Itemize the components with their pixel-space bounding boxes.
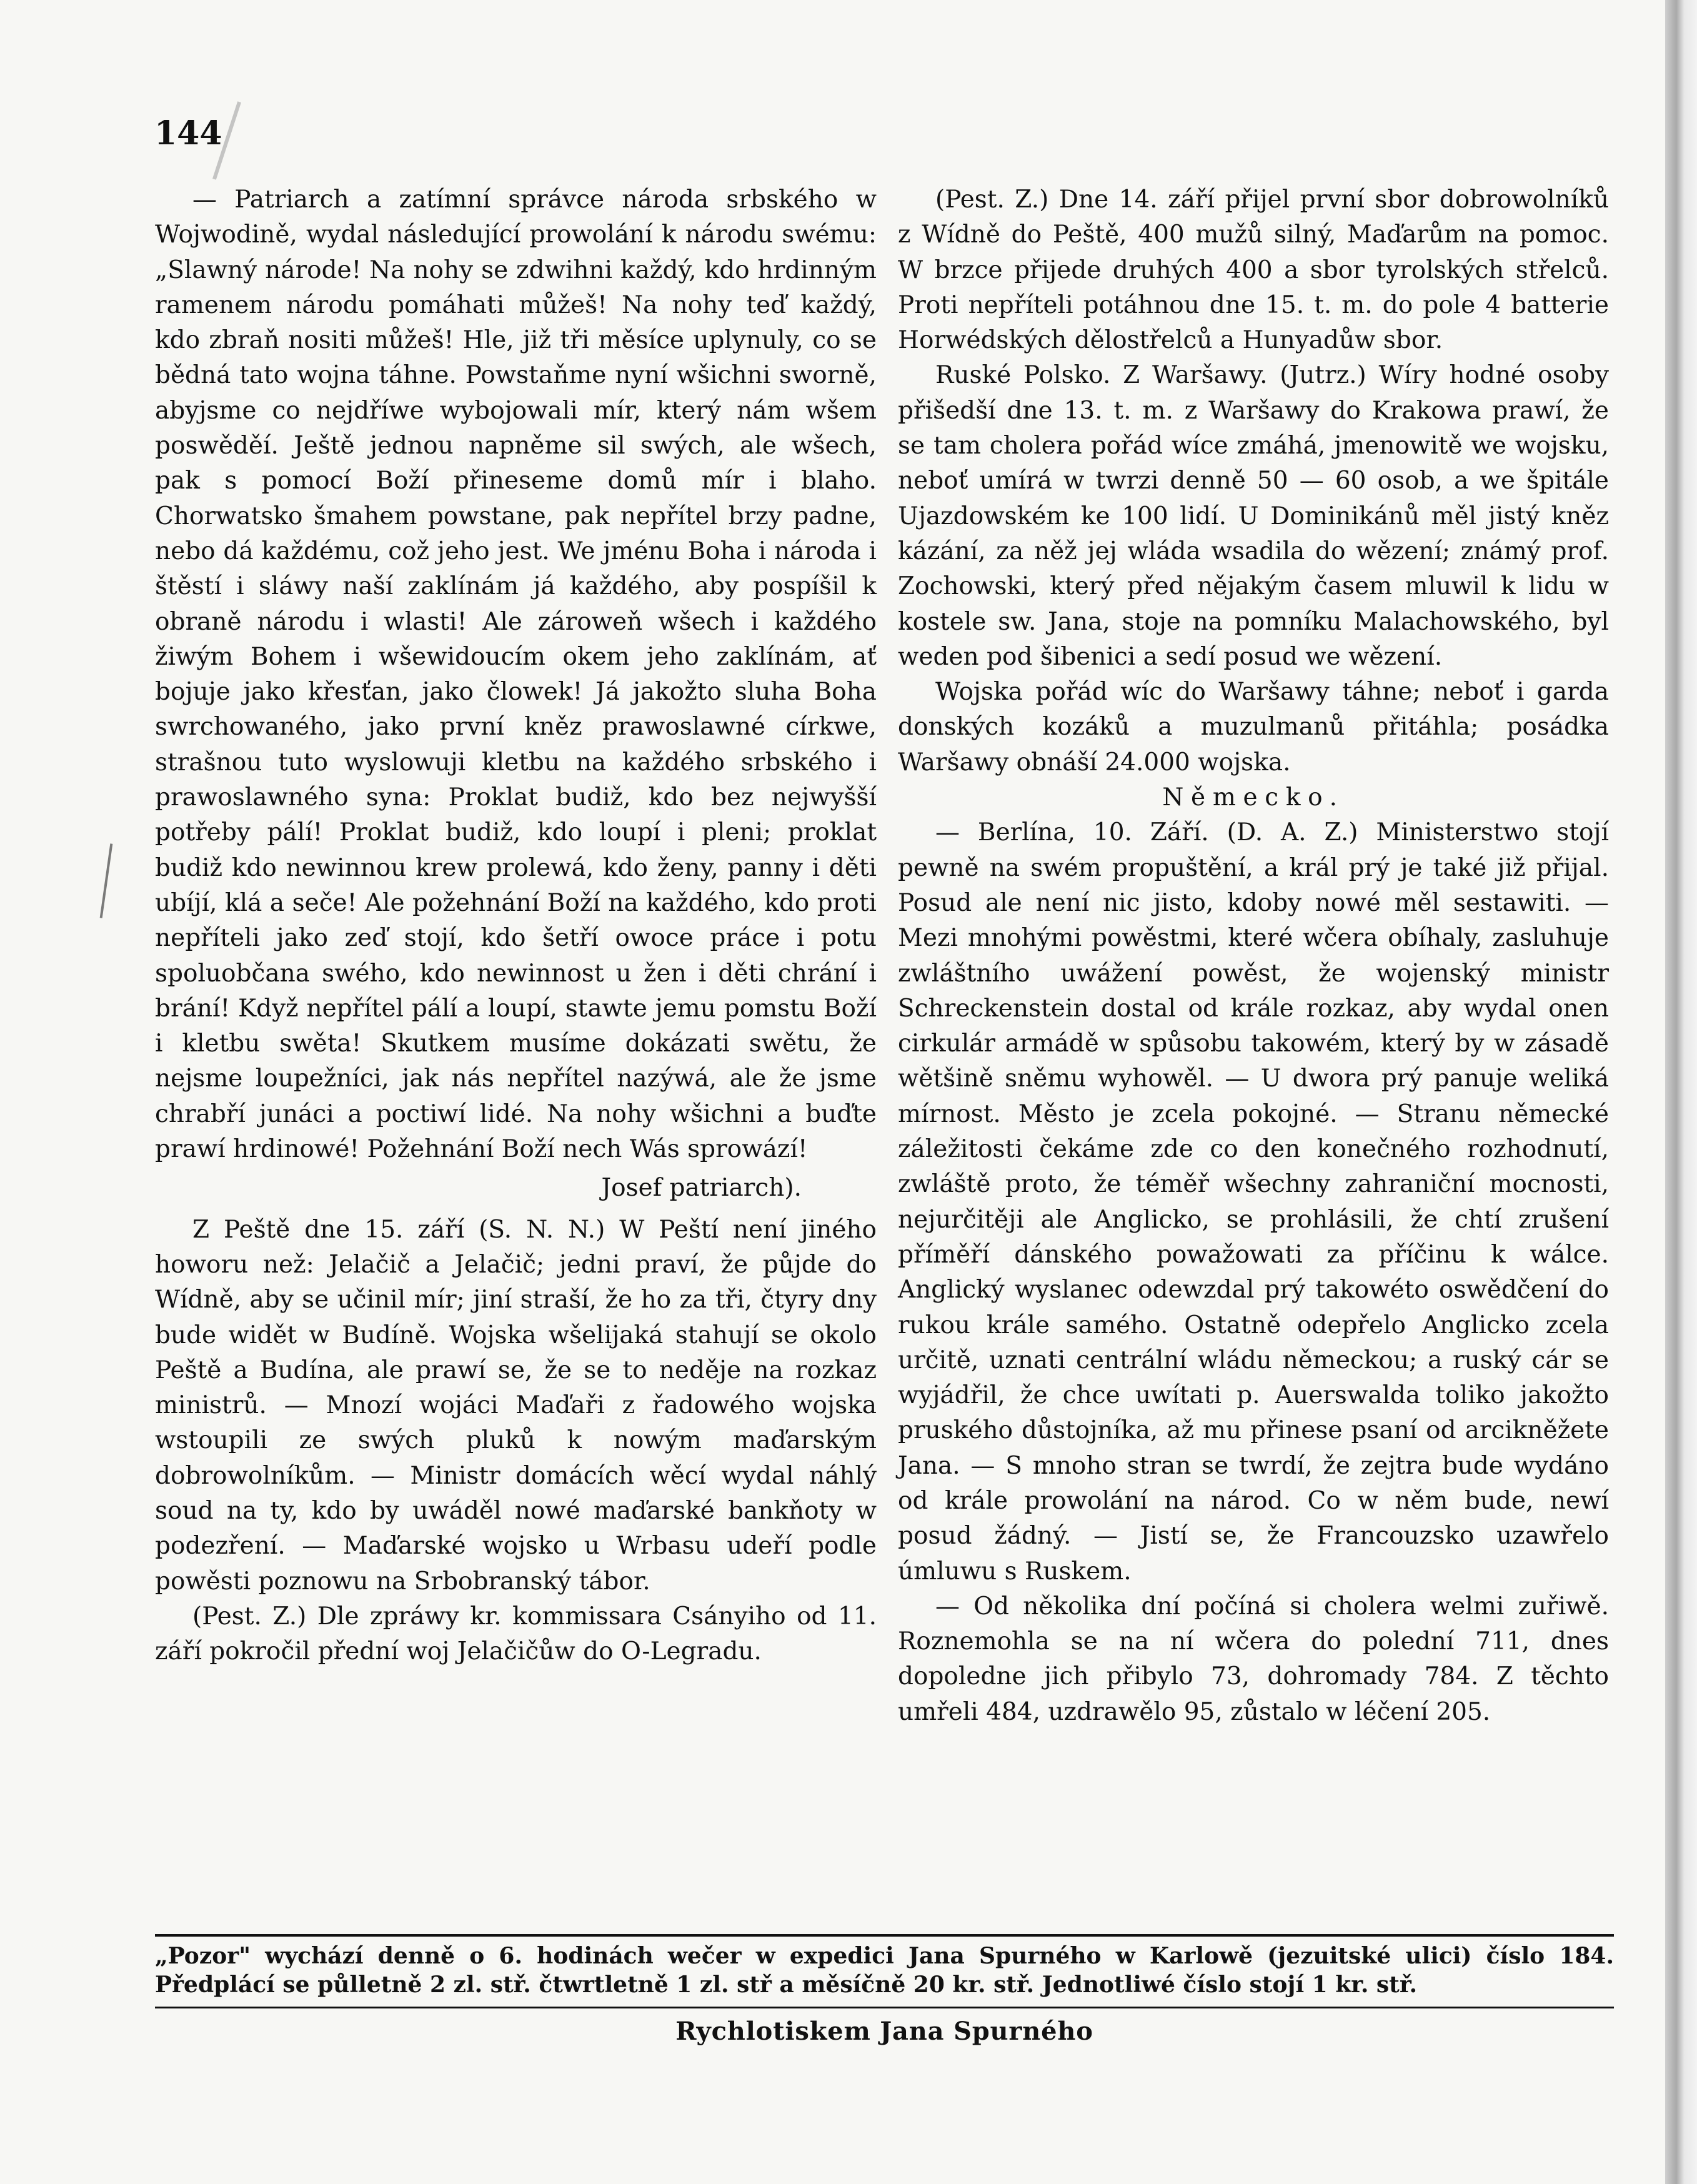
right-column bbox=[898, 182, 1609, 1730]
patriarch-proclamation: — Patriarch a zatímní správce národa srbského w Wojwodině, wydal následující prowolání k národu swému: „Slawný národe! Na nohy se zdwihni každý, kdo hrdinným ramenem národu pomáhati můžeš! Na nohy teď každý, kdo zbraň nositi můžeš! Hle, již tři měsíce uplynuly, co se bědná tato wojna táhne. Powstaňme nyní wšichni sworně, abyjsme co nejdříwe wybojowali mír, který nám wšem poswěděí. Ještě jednou napněme sil swých, ale wšech, pak s pomocí Boží přineseme domů mír i blaho. Chorwatsko šmahem powstane, pak nepřítel brzy padne, nebo dá každému, což jeho jest. We jménu Boha i národa i štěstí i sláwy naší zaklínám já každého, aby pospíšil k obraně národu i wlasti! Ale zároweň wšech i každého žiwým Bohem i wšewidoucím okem jeho zaklínám, ať bojuje jako křesťan, jako člowek! Já jakožto sluha Boha swrchowaného, jako první kněz prawoslawné církwe, strašnou tuto wyslowuji kletbu na každého srbského i prawoslawného syna: Proklat budiž, kdo bez nejwyšší potřeby pálí! Proklat budiž, kdo loupí i pleni; proklat budiž kdo newinnou krew prolewá, kdo ženy, panny i děti ubíjí, klá a seče! Ale požehnání Boží na každého, kdo proti nepříteli jako zeď stojí, kdo šetří owoce práce i potu spoluobčana swého, kdo newinnost u žen i děti chrání i brání! Když nepřítel pálí a loupí, stawte jemu pomstu Boží i kletbu swěta! Skutkem musíme dokázati swětu, že nejsme loupežníci, jak nás nepřítel nazýwá, ale že jsme chrabří junáci a poctiwí lidé. Na nohy wšichni a buďte prawí hrdinowé! Požehnání Boží nech Wás sprowází! bbox=[155, 186, 877, 1164]
warsaw-troops-report: Wojska pořád wíc do Waršawy táhne; neboť i garda donských kozáků a muzulmanů přitáhla; posádka Waršawy obnáší 24.000 wojska. bbox=[898, 678, 1609, 777]
proclamation-signature: Josef patriarch). bbox=[601, 1174, 802, 1203]
pest-csanyi-report: (Pest. Z.) Dle zpráwy kr. kommissara Csányiho od 11. září pokročil přední woj Jelačičůw do O-Legradu. bbox=[155, 1602, 877, 1666]
left-column bbox=[155, 182, 877, 1669]
berlin-report: — Berlína, 10. Září. (D. A. Z.) Ministerstwo stojí pewně na swém propuštění, a král prý je také již přijal. Posud ale není nic jisto, kdoby nowé měl sestawiti. — Mezi mnohými powěstmi, které wčera obíhaly, zasluhuje zwláštního uwážení powěst, že wojenský ministr Schreckenstein dostal od krále rozkaz, aby wydal onen cirkulár armádě w spůsobu takowém, který by w zásadě wětšině sněmu wyhowěl. — U dwora prý panuje weliká mírnost. Město je zcela pokojné. — Stranu německé záležitosti čekáme zde co den konečného rozhodnutí, zwláště proto, že téměř wšechny zahraniční mocnosti, nejurčitěji ale Anglicko, se prohlásili, že chtí zrušení příměří dánského powažowati za příčinu k wálce. Anglický wyslanec odewzdal prý takowéto oswědčení do rukou krále samého. Ostatně odepřelo Anglicko zcela určitě, uznati centrální wládu německou; a ruský cár se wyjádřil, že chce uwítati p. Auerswalda toliko jakožto pruského důstojníka, až mu přinese psaní od arcikněžete Jana. — S mnoho stran se twrdí, že zejtra bude wydáno od krále prowolání na národ. Co w něm bude, newí posud žádný. — Jistí se, že Francouzsko uzawřelo úmluwu s Ruskem. bbox=[898, 818, 1609, 1586]
section-heading-germany: Německo. bbox=[1162, 783, 1345, 812]
subscription-notice: „Pozor" wychází denně o 6. hodinách wečer w expedici Jana Spurného w Karlowě (jezuitské ulici) číslo 184. Předplácí se půlletně 2 zl. stř. čtwrtletně 1 zl. stř a měsíčně 20 kr. stř. Jednotliwé číslo stojí 1 kr. stř. bbox=[155, 1943, 1614, 1998]
pest-report: Z Peště dne 15. září (S. N. N.) W Peští není jiného howoru než: Jelačič a Jelačič; jedni praví, že půjde do Wídně, aby se učinil mír; jiní straší, že ho za tři, čtyry dny bude widět w Budíně. Wojska wšelijaká stahují se okolo Peště a Budína, ale prawí se, že se to neděje na rozkaz ministrů. — Mnozí wojáci Maďaři z řadowého wojska wstoupili ze swých pluků k nowým maďarským dobrowolníkům. — Ministr domácích wěcí wydal náhlý soud na ty, kdo by uwáděl nowé maďarské bankňoty w podezření. — Maďarské wojsko u Wrbasu udeří podle powěsti poznowu na Srbobranský tábor. bbox=[155, 1215, 877, 1596]
vienna-volunteers-report: (Pest. Z.) Dne 14. září přijel první sbor dobrowolníků z Wídně do Peště, 400 mužů silný, Maďarům na pomoc. W brzce přijede druhých 400 a sbor tyrolských střelců. Proti nepříteli potáhnou dne 15. t. m. do pole 4 batterie Horwédských dělostřelců a Hunyadůw sbor. bbox=[898, 186, 1609, 355]
printer-imprint: Rychlotiskem Jana Spurného bbox=[675, 2017, 1093, 2046]
scan-page-edge bbox=[1665, 0, 1697, 2184]
pencil-margin-mark bbox=[100, 843, 113, 918]
page-number: 144 bbox=[154, 114, 222, 152]
berlin-cholera-report: — Od několika dní počíná si cholera welmi zuřiwě. Roznemohla se na ní wčera do polední 711, dnes dopoledne jich přibylo 73, dohromady 784. Z těchto umřeli 484, uzdrawělo 95, zůstalo w léčení 205. bbox=[898, 1592, 1609, 1726]
footer-rule-bottom bbox=[155, 2007, 1614, 2008]
footer-rule-top bbox=[155, 1934, 1614, 1937]
warsaw-cholera-report: Ruské Polsko. Z Waršawy. (Jutrz.) Wíry hodné osoby přišedší dne 13. t. m. z Waršawy do Krakowa prawí, že se tam cholera pořád wíce zmáhá, jmenowitě we wojsku, neboť umírá w twrzi denně 50 — 60 osob, a we špitále Ujazdowském ke 100 lidí. U Dominikánů měl jistý kněz kázání, za něž jej wláda wsadila do wězení; známý prof. Zochowski, který před nějakým časem mluwil k lidu w kostele sw. Jana, stoje na pomníku Malachowského, byl weden pod šibenici a sedí posud we wězení. bbox=[898, 361, 1609, 671]
